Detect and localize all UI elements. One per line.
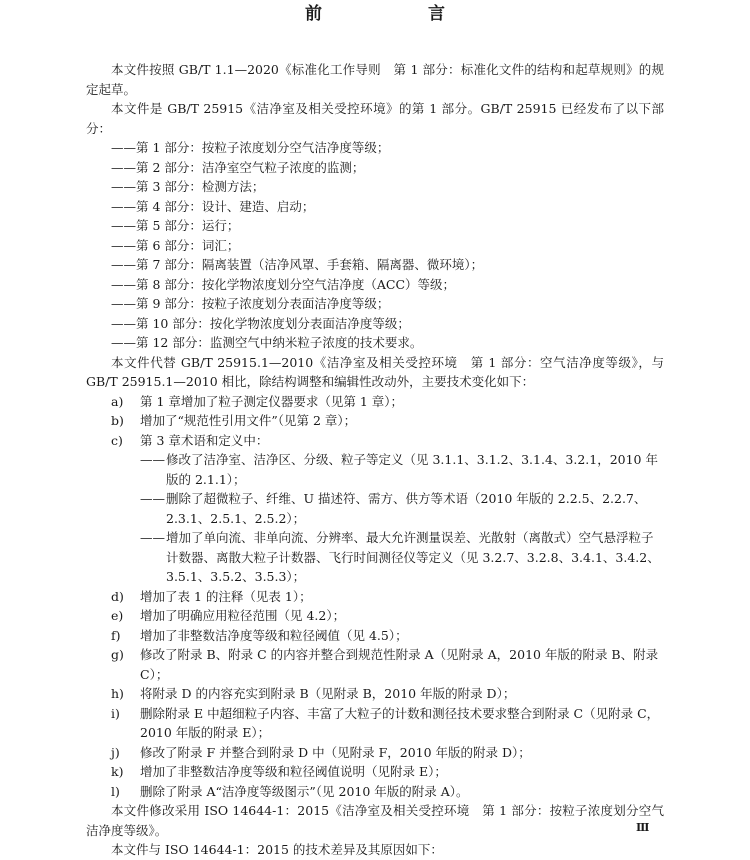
list-item — [86, 606, 664, 626]
dash-marker: —— — [140, 491, 165, 506]
paragraph-iso-adoption: 本文件修改采用 ISO 14644-1：2015《洁净室及相关受控环境 第 1 部分：按粒子浓度划分空气洁净度等级》。 — [86, 803, 664, 838]
item-text: 第 3 章术语和定义中： — [140, 432, 269, 448]
list-item — [86, 684, 664, 704]
item-text: 修改了附录 F 并整合到附录 D 中（见附录 F，2010 年版的附录 D）； — [140, 744, 531, 760]
item-label: h) — [111, 686, 124, 701]
sub-list-item — [86, 489, 664, 528]
item-text: 删除了附录 A“洁净度等级图示”（见 2010 年版的附录 A）。 — [140, 783, 469, 799]
item-text: 增加了非整数洁净度等级和粒径阈值说明（见附录 E）； — [140, 764, 447, 779]
list-item — [86, 431, 664, 451]
list-item — [86, 626, 664, 646]
item-text: 增加了明确应用粒径范围（见 4.2）； — [140, 608, 346, 623]
list-item: ——第 9 部分：按粒子浓度划分表面洁净度等级； — [111, 296, 390, 311]
item-text: 增加了“规范性引用文件”（见第 2 章）； — [140, 413, 357, 428]
item-text: 将附录 D 的内容充实到附录 B（见附录 B，2010 年版的附录 D）； — [140, 686, 516, 701]
list-item: ——第 2 部分：洁净室空气粒子浓度的监测； — [111, 159, 365, 175]
list-item — [86, 762, 664, 782]
item-label: a) — [111, 393, 124, 409]
sub-item-text: 删除了超微粒子、纤维、U 描述符、需方、供方等术语（2010 年版的 2.2.5、2.2.7、2.3.1、2.5.1、2.5.2）； — [166, 491, 647, 526]
item-text: 删除附录 E 中超细粒子内容、丰富了大粒子的计数和测径技术要求整合到附录 C（见附录 C，2010 年版的附录 E）； — [140, 705, 660, 740]
item-label: f) — [111, 627, 121, 643]
page-number: Ⅲ — [636, 821, 650, 834]
list-item: ——第 5 部分：运行； — [111, 218, 240, 233]
parts-list — [86, 138, 664, 353]
list-item — [86, 704, 664, 743]
item-text: 增加了表 1 的注释（见表 1）； — [140, 588, 312, 604]
paragraph-replacement: 本文件代替 GB/T 25915.1—2010《洁净室及相关受控环境 第 1 部分：空气洁净度等级》，与 GB/T 25915.1—2010 相比，除结构调整和编辑性改动外，主要技术变化如下： — [86, 354, 664, 389]
list-item — [86, 392, 664, 412]
list-item: ——第 10 部分：按化学物浓度划分表面洁净度等级； — [111, 315, 410, 331]
list-item: ——第 3 部分：检测方法； — [111, 179, 265, 194]
item-text: 修改了附录 B、附录 C 的内容并整合到规范性附录 A（见附录 A，2010 年版的附录 B、附录 C）； — [140, 647, 659, 682]
item-label: e) — [111, 608, 124, 623]
changes-list — [86, 392, 664, 802]
item-label: k) — [111, 764, 124, 779]
list-item: ——第 1 部分：按粒子浓度划分空气洁净度等级； — [111, 140, 390, 155]
dash-marker: —— — [140, 452, 165, 467]
list-item — [86, 743, 664, 763]
dash-marker: —— — [140, 530, 165, 545]
page-title: 前 言 — [305, 4, 469, 24]
sub-item-text: 修改了洁净室、洁净区、分级、粒子等定义（见 3.1.1、3.1.2、3.1.4、3.2.1，2010 年版的 2.1.1）； — [166, 452, 658, 487]
item-label: b) — [111, 413, 124, 428]
item-text: 增加了非整数洁净度等级和粒径阈值（见 4.5）； — [140, 627, 408, 643]
item-text: 第 1 章增加了粒子测定仪器要求（见第 1 章）； — [140, 393, 404, 409]
sub-list-item — [86, 528, 664, 587]
list-item: ——第 8 部分：按化学物浓度划分空气洁净度（ACC）等级； — [111, 276, 456, 292]
list-item — [86, 411, 664, 431]
paragraph-series-intro: 本文件是 GB/T 25915《洁净室及相关受控环境》的第 1 部分。GB/T 25915 已经发布了以下部分： — [86, 101, 664, 136]
item-label: i) — [111, 705, 120, 721]
paragraph-iso-differences: 本文件与 ISO 14644-1：2015 的技术差异及其原因如下： — [111, 842, 443, 857]
list-item — [86, 782, 664, 802]
item-label: l) — [111, 783, 120, 799]
item-label: c) — [111, 432, 123, 448]
list-item: ——第 7 部分：隔离装置（洁净风罩、手套箱、隔离器、微环境）； — [111, 257, 484, 272]
list-item — [86, 587, 664, 607]
sub-item-text: 增加了单向流、非单向流、分辨率、最大允许测量误差、光散射（离散式）空气悬浮粒子计数器、离散大粒子计数器、飞行时间测径仪等定义（见 3.2.7、3.2.8、3.4.1、3.4.2、3.5.1、3.5.2、3.5.3）； — [166, 530, 660, 584]
sub-list-item — [86, 450, 664, 489]
foreword-body — [86, 60, 664, 860]
list-item: ——第 12 部分：监测空气中纳米粒子浓度的技术要求。 — [111, 335, 423, 350]
list-item — [86, 645, 664, 684]
paragraph-drafting-rules: 本文件按照 GB/T 1.1—2020《标准化工作导则 第 1 部分：标准化文件的结构和起草规则》的规定起草。 — [86, 62, 664, 97]
list-item: ——第 4 部分：设计、建造、启动； — [111, 198, 315, 214]
item-label: d) — [111, 588, 124, 604]
item-label: j) — [111, 744, 120, 760]
list-item: ——第 6 部分：词汇； — [111, 237, 240, 253]
item-label: g) — [111, 647, 124, 662]
